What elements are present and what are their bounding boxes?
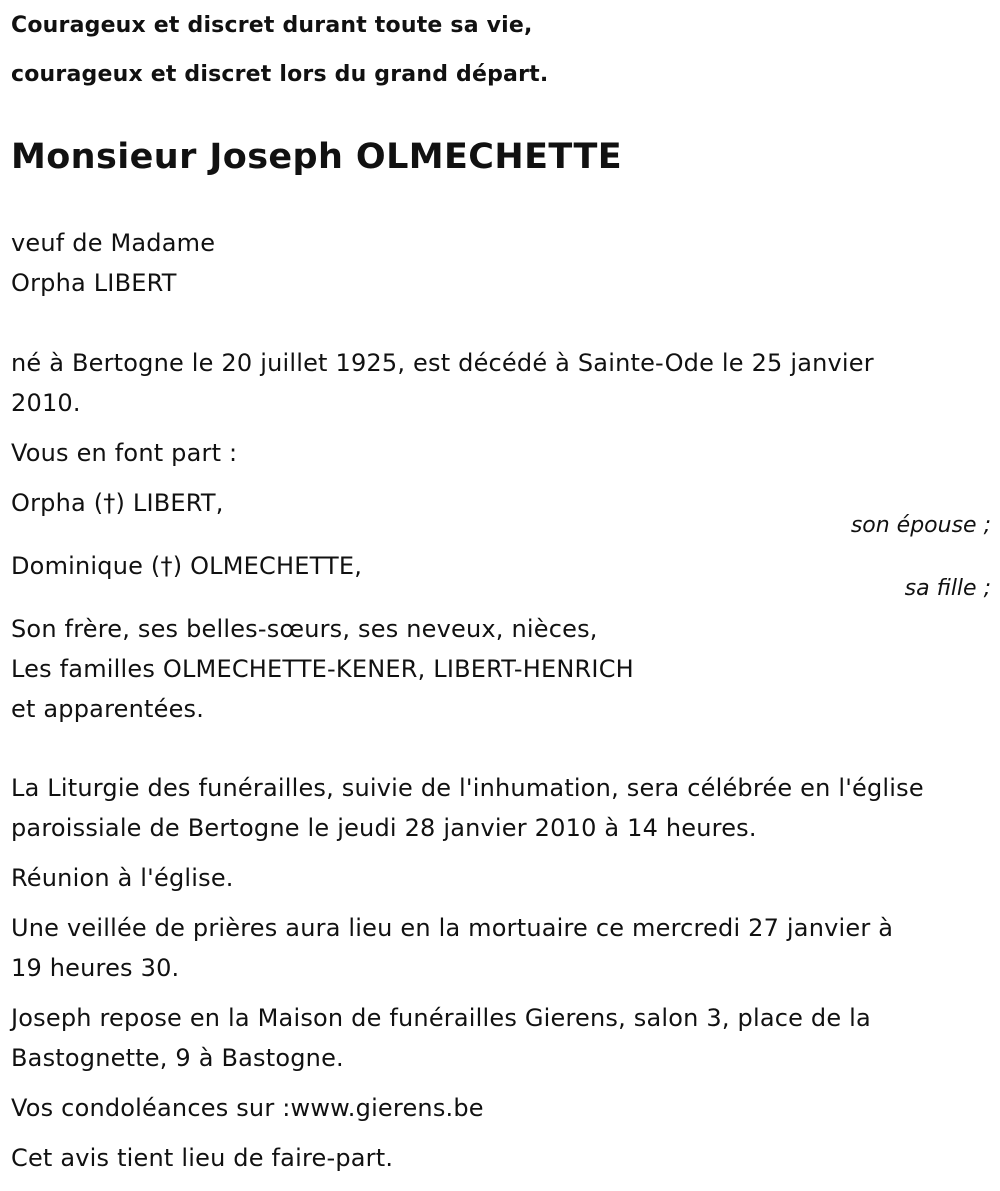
birth-death-line-1: né à Bertogne le 20 juillet 1925, est décédé à Sainte-Ode le 25 janvier bbox=[11, 349, 874, 377]
family-others-line-1: Son frère, ses belles-sœurs, ses neveux, nièces, bbox=[11, 615, 598, 643]
liturgy-line-1: La Liturgie des funérailles, suivie de l'inhumation, sera célébrée en l'église bbox=[11, 774, 924, 802]
motto-line-2: courageux et discret lors du grand départ. bbox=[11, 62, 549, 87]
motto-line-1: Courageux et discret durant toute sa vie, bbox=[11, 13, 533, 38]
liturgy-line-2: paroissiale de Bertogne le jeudi 28 janvier 2010 à 14 heures. bbox=[11, 814, 757, 842]
family-others-line-3: et apparentées. bbox=[11, 695, 205, 723]
family-member-name-2: Dominique (†) OLMECHETTE, bbox=[11, 552, 363, 580]
vigil-line-2: 19 heures 30. bbox=[11, 954, 180, 982]
condolences-line: Vos condoléances sur :www.gierens.be bbox=[11, 1094, 484, 1122]
rest-line-2: Bastognette, 9 à Bastogne. bbox=[11, 1044, 344, 1072]
rest-line-1: Joseph repose en la Maison de funérailles Gierens, salon 3, place de la bbox=[11, 1004, 871, 1032]
widow-line-2: Orpha LIBERT bbox=[11, 269, 177, 297]
notice-line: Cet avis tient lieu de faire-part. bbox=[11, 1144, 394, 1172]
meeting-line: Réunion à l'église. bbox=[11, 864, 234, 892]
family-intro: Vous en font part : bbox=[11, 439, 238, 467]
family-others-line-2: Les familles OLMECHETTE-KENER, LIBERT-HENRICH bbox=[11, 655, 634, 683]
family-member-role-2: sa fille ; bbox=[904, 576, 991, 601]
family-member-role-1: son épouse ; bbox=[850, 513, 991, 538]
family-member-name-1: Orpha (†) LIBERT, bbox=[11, 489, 224, 517]
vigil-line-1: Une veillée de prières aura lieu en la mortuaire ce mercredi 27 janvier à bbox=[11, 914, 894, 942]
widow-line-1: veuf de Madame bbox=[11, 229, 216, 257]
deceased-name: Monsieur Joseph OLMECHETTE bbox=[11, 137, 623, 177]
birth-death-line-2: 2010. bbox=[11, 389, 81, 417]
